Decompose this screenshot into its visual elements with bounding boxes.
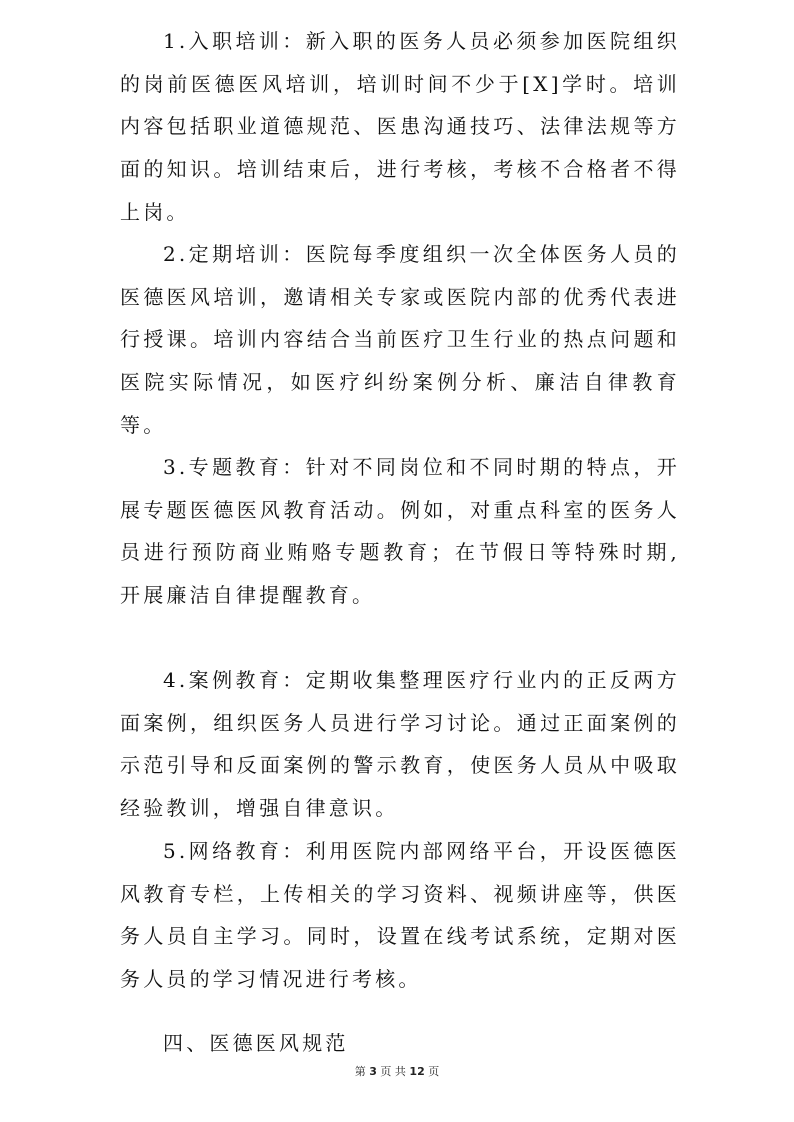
footer-current-page: 3 <box>369 1065 377 1078</box>
footer-prefix: 第 <box>354 1065 366 1078</box>
paragraph-periodic-training: 2.定期培训：医院每季度组织一次全体医务人员的医德医风培训，邀请相关专家或医院内部的优秀代表进行授课。培训内容结合当前医疗卫生行业的热点问题和医院实际情况，如医疗纠纷案例分析、廉洁自律教育等。 <box>120 242 680 437</box>
paragraph-case-education: 4.案例教育：定期收集整理医疗行业内的正反两方面案例，组织医务人员进行学习讨论。通过正面案例的示范引导和反面案例的警示教育，使医务人员从中吸取经验教训，增强自律意识。 <box>120 668 680 821</box>
paragraph-online-education: 5.网络教育：利用医院内部网络平台，开设医德医风教育专栏，上传相关的学习资料、视频讲座等，供医务人员自主学习。同时，设置在线考试系统，定期对医务人员的学习情况进行考核。 <box>120 839 680 992</box>
footer-middle: 页 共 <box>380 1065 406 1078</box>
paragraph-special-education: 3.专题教育：针对不同岗位和不同时期的特点，开展专题医德医风教育活动。例如，对重点科室的医务人员进行预防商业贿赂专题教育；在节假日等特殊时期,开展廉洁自律提醒教育。 <box>120 455 680 608</box>
footer-suffix: 页 <box>428 1065 440 1078</box>
section-heading-ethics-norms: 四、医德医风规范 <box>163 1031 349 1055</box>
page-footer <box>0 1063 794 1079</box>
footer-total-pages: 12 <box>409 1065 425 1078</box>
paragraph-onboarding-training: 1.入职培训：新入职的医务人员必须参加医院组织的岗前医德医风培训，培训时间不少于[X]学时。培训内容包括职业道德规范、医患沟通技巧、法律法规等方面的知识。培训结束后，进行考核，考核不合格者不得上岗。 <box>120 29 680 224</box>
